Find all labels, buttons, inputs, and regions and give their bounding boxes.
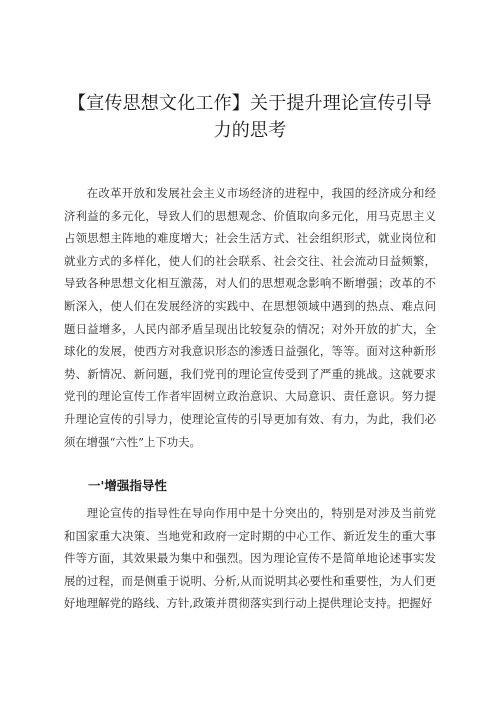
section-heading: 一'增强指导性	[88, 478, 167, 493]
body-paragraph-guidance: 理论宣传的指导性在导向作用中是十分突出的，特别是对涉及当前党和国家重大决策、当地党和政府一定时期的中心工作、新近发生的重大事件等方面，其效果最为集中和强烈。因为理论宣传不是简单地论述事实发展的过程，而是侧重于说明、分析,从而说明其必要性和重要性，为人们更好地理解党的路线、方针,政策并贯彻落实到行动上提供理论支持。把握好	[64, 506, 436, 611]
document-title: 【宣传思想文化工作】关于提升理论宣传引导力的思考	[68, 93, 432, 141]
body-paragraph-intro: 在改革开放和发展社会主义市场经济的进程中，我国的经济成分和经济利益的多元化，导致人们的思想观念、价值取向多元化，用马克思主义占领思想主阵地的难度增大；社会生活方式、社会组织形式，就业岗位和就业方式的多样化，使人们的社会联系、社会交往、社会流动日益频繁，导致各种思想文化相互激荡，对人们的思想观念影响不断增强；改革的不断深入，使人们在发展经济的实践中、在思想领域中遇到的热点、难点问题日益增多，人民内部矛盾呈现出比较复杂的情况；对外开放的扩大，全球化的发展，使西方对我意识形态的渗透日益强化，等等。面对这种新形势、新情况、新问题，我们党刊的理论宣传受到了严重的挑战。这就要求党刊的理论宣传工作者牢固树立政治意识、大局意识、责任意识。努力提升理论宣传的引导力，使理论宣传的引导更加有效、有力，为此，我们必须在增强“六性”上下功夫。	[64, 186, 436, 449]
